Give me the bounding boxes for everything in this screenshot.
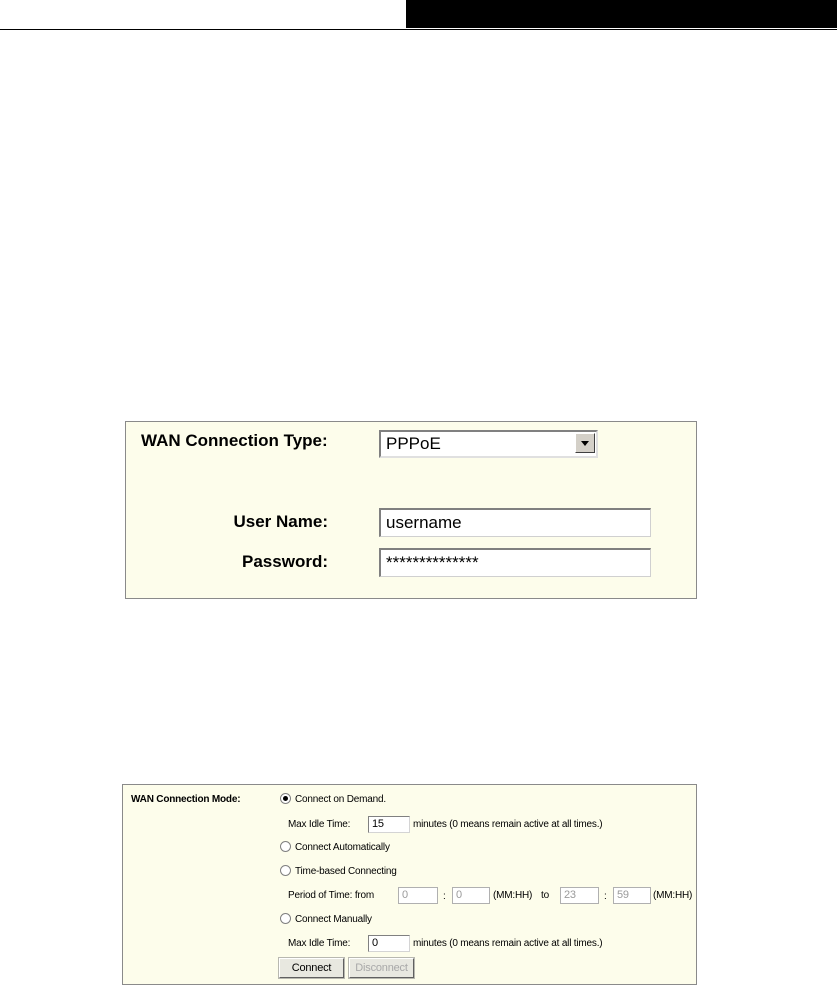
wan-connection-type-select[interactable] <box>379 430 598 458</box>
demand-max-idle-input[interactable]: 15 <box>368 816 410 833</box>
radio-connect-on-demand[interactable] <box>280 793 291 804</box>
from-mm-input[interactable]: 0 <box>452 887 490 904</box>
manual-max-idle-label: Max Idle Time: <box>288 938 351 949</box>
option-label: Connect Automatically <box>295 842 390 853</box>
password-input[interactable]: ************** <box>379 548 651 577</box>
chevron-down-icon[interactable] <box>575 433 595 453</box>
to-label: to <box>541 890 549 901</box>
from-mmhh-hint: (MM:HH) <box>493 890 533 901</box>
connect-button[interactable]: Connect <box>279 958 344 978</box>
wan-connection-type-label: WAN Connection Type: <box>141 431 328 450</box>
to-mm-input[interactable]: 59 <box>613 887 651 904</box>
wan-connection-type-value: PPPoE <box>386 434 441 453</box>
option-connect-on-demand[interactable] <box>280 792 386 808</box>
user-name-input[interactable]: username <box>379 508 651 537</box>
option-label: Connect on Demand. <box>295 794 386 805</box>
to-mmhh-hint: (MM:HH) <box>653 890 693 901</box>
wan-connection-mode-panel <box>122 784 697 985</box>
option-label: Connect Manually <box>295 914 372 925</box>
demand-idle-note: minutes (0 means remain active at all times.) <box>413 819 603 830</box>
manual-max-idle-input[interactable]: 0 <box>368 935 410 952</box>
password-label: Password: <box>242 552 328 571</box>
user-name-label: User Name: <box>233 512 328 531</box>
option-time-based-connecting[interactable] <box>280 864 397 880</box>
pppoe-settings-panel <box>125 421 697 599</box>
to-hh-input[interactable]: 23 <box>560 887 599 904</box>
radio-connect-automatically[interactable] <box>280 841 291 852</box>
from-hh-input[interactable]: 0 <box>398 887 438 904</box>
manual-idle-note: minutes (0 means remain active at all times.) <box>413 938 603 949</box>
header-bar <box>406 0 837 28</box>
radio-time-based-connecting[interactable] <box>280 865 291 876</box>
option-label: Time-based Connecting <box>295 866 397 877</box>
header-rule <box>0 29 837 30</box>
option-connect-automatically[interactable] <box>280 840 390 856</box>
disconnect-button[interactable]: Disconnect <box>349 958 414 978</box>
wan-connection-mode-label: WAN Connection Mode: <box>131 794 241 805</box>
demand-max-idle-label: Max Idle Time: <box>288 819 351 830</box>
period-of-time-label: Period of Time: from <box>288 890 375 901</box>
to-colon: : <box>604 891 607 902</box>
from-colon: : <box>443 891 446 902</box>
radio-connect-manually[interactable] <box>280 913 291 924</box>
option-connect-manually[interactable] <box>280 912 372 928</box>
